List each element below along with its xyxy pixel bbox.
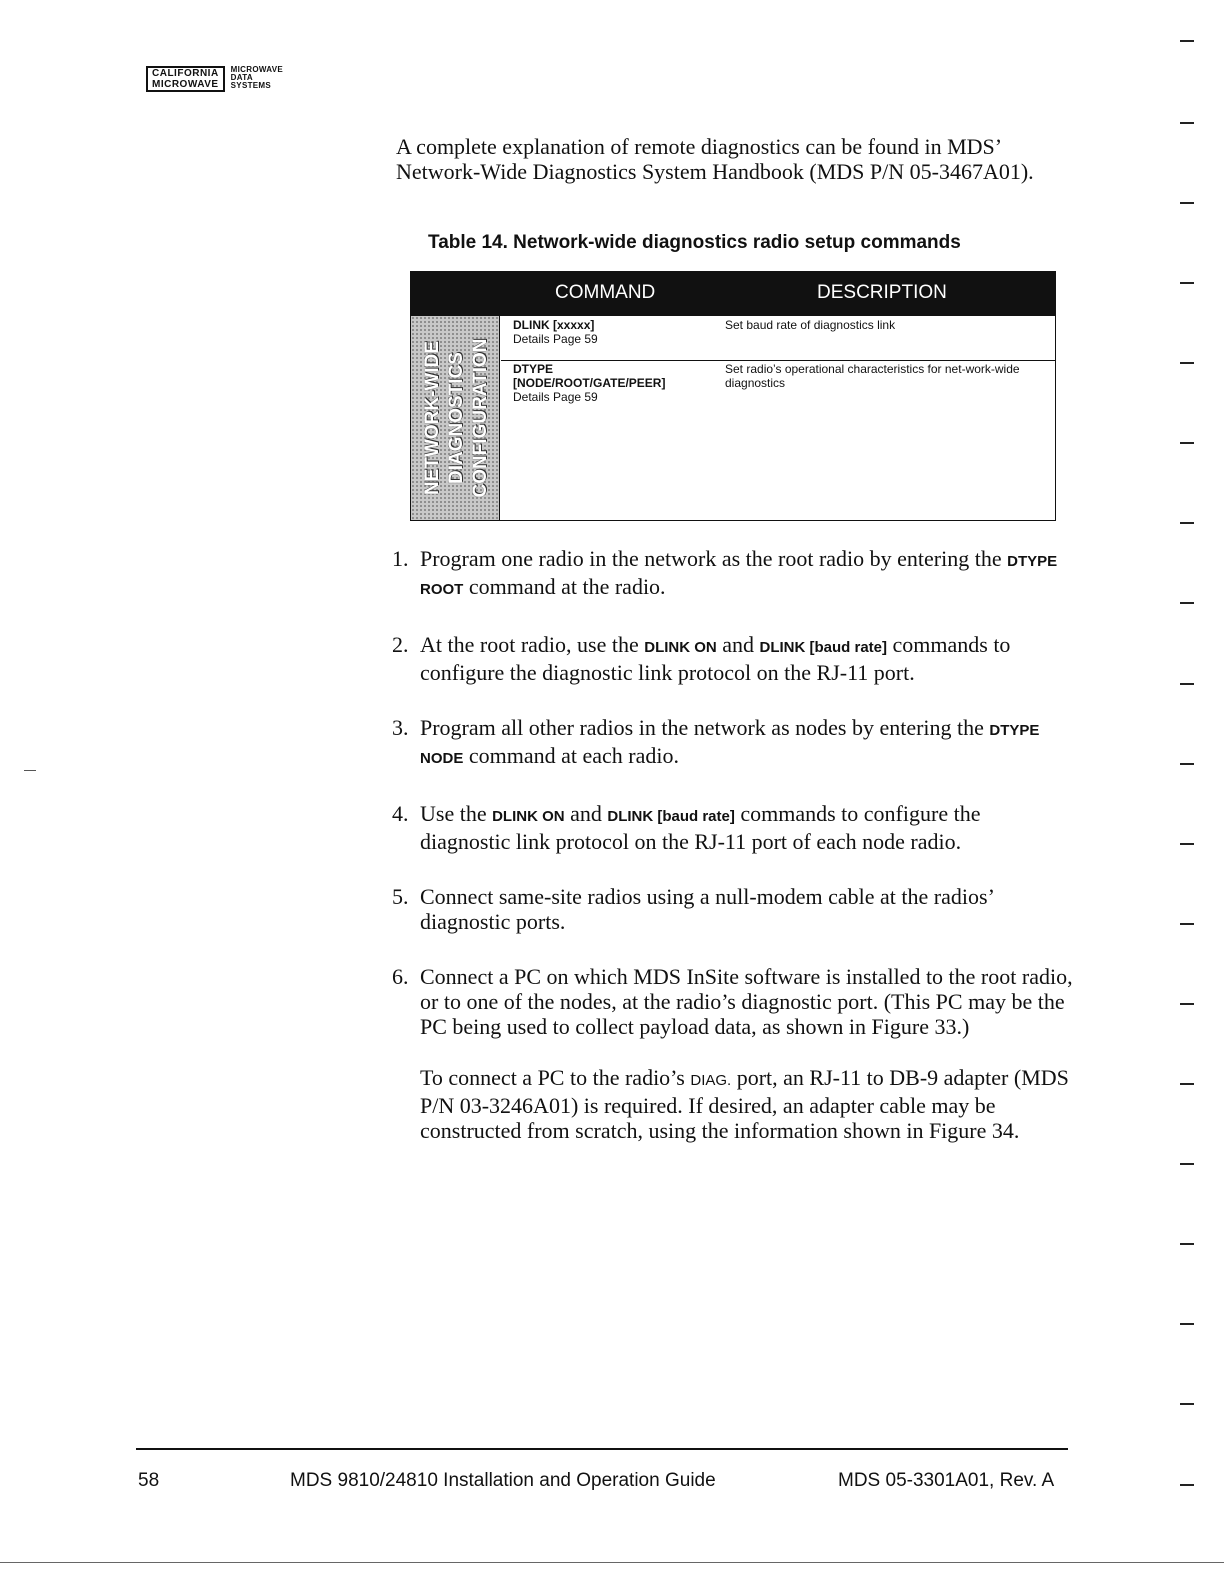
step-text: commands to configure the diagnostic link protocol on the RJ-11 port of each node radio. <box>420 801 981 854</box>
margin-tick <box>1180 442 1194 444</box>
side-tab-line: DIAGNOSTICS <box>446 352 467 484</box>
step-text: Program one radio in the network as the root radio by entering the <box>420 546 1008 571</box>
table-row <box>501 318 1055 361</box>
margin-tick <box>1180 683 1194 685</box>
step-number: 5. <box>392 884 409 909</box>
step-number: 2. <box>392 632 409 657</box>
step-text: Connect a PC on which MDS InSite software is installed to the root radio, or to one of the nodes, at the radio’s diagnostic port. (This PC may be the PC being used to collect payload data, as shown in Figure 33.) <box>420 964 1073 1039</box>
logo-wordmark-line: DATA <box>230 73 253 82</box>
step-text: Program all other radios in the network as nodes by entering the <box>420 715 990 740</box>
command-cell <box>513 318 713 346</box>
step-text: At the root radio, use the <box>420 632 645 657</box>
adapter-note <box>420 1065 1076 1143</box>
note-text: port, an RJ-11 to DB-9 adapter (MDS P/N 03-3246A01) is required. If desired, an adapter cable may be constructed from scratch, using the information shown in Figure 34. <box>420 1065 1069 1143</box>
command-details: Details Page 59 <box>513 332 598 346</box>
list-item <box>392 884 1076 934</box>
margin-tick <box>1180 202 1194 204</box>
margin-tick <box>1180 1083 1194 1085</box>
document-number: MDS 05-3301A01, Rev. A <box>838 1470 1055 1491</box>
command-ref: DLINK ON <box>492 808 565 825</box>
margin-tick <box>1180 1163 1194 1165</box>
margin-tick <box>1180 362 1194 364</box>
step-text: command at each radio. <box>463 743 679 768</box>
logo-box <box>146 66 225 92</box>
command-arguments: [NODE/ROOT/GATE/PEER] <box>513 376 666 390</box>
step-text: Use the <box>420 801 493 826</box>
step-number: 1. <box>392 546 409 571</box>
list-item <box>392 632 1076 685</box>
company-logo <box>146 66 283 92</box>
side-tab-line: CONFIGURATION <box>470 338 491 498</box>
setup-steps <box>392 546 1076 1173</box>
list-item <box>392 546 1076 602</box>
header-description: DESCRIPTION <box>817 282 947 303</box>
command-name: DLINK [xxxxx] <box>513 318 595 332</box>
command-ref: DLINK ON <box>644 639 717 656</box>
command-cell <box>513 362 713 404</box>
page-number: 58 <box>138 1470 160 1491</box>
step-text: command at the radio. <box>463 574 666 599</box>
margin-tick <box>1180 923 1194 925</box>
note-text: To connect a PC to the radio’s <box>420 1065 691 1090</box>
logo-wordmark-line: MICROWAVE <box>230 65 284 74</box>
scan-edge-line <box>0 1562 1224 1563</box>
margin-tick <box>1180 1323 1194 1325</box>
list-item <box>392 964 1076 1143</box>
command-ref: DLINK [baud rate] <box>607 808 735 825</box>
description-cell: Set baud rate of diagnostics link <box>725 318 896 332</box>
margin-mark <box>24 770 36 771</box>
step-number: 3. <box>392 715 409 740</box>
margin-tick <box>1180 40 1194 42</box>
table-caption: Table 14. Network-wide diagnostics radio setup commands <box>428 232 961 253</box>
logo-wordmark <box>231 66 283 90</box>
guide-title: MDS 9810/24810 Installation and Operation Guide <box>290 1470 716 1491</box>
command-ref: DLINK [baud rate] <box>759 639 887 656</box>
margin-tick <box>1180 1403 1194 1405</box>
list-item <box>392 801 1076 854</box>
footer-divider <box>136 1448 1068 1450</box>
margin-tick <box>1180 282 1194 284</box>
command-name: DTYPE <box>513 362 554 376</box>
header-command: COMMAND <box>555 282 656 303</box>
section-side-tab <box>411 316 500 520</box>
step-number: 6. <box>392 964 409 989</box>
description-cell: Set radio’s operational characteristics for net-work-wide diagnostics <box>725 362 1020 390</box>
logo-box-line: CALIFORNIA <box>152 68 219 79</box>
logo-box-line: MICROWAVE <box>152 79 219 90</box>
step-text: commands to configure the diagnostic link protocol on the RJ-11 port. <box>420 632 1011 685</box>
margin-tick <box>1180 1003 1194 1005</box>
logo-wordmark-line: SYSTEMS <box>230 81 272 90</box>
margin-tick <box>1180 602 1194 604</box>
margin-tick <box>1180 843 1194 845</box>
step-text: and <box>716 632 760 657</box>
step-number: 4. <box>392 801 409 826</box>
port-label: DIAG. <box>690 1072 732 1089</box>
list-item <box>392 715 1076 771</box>
commands-table <box>410 271 1056 521</box>
command-details: Details Page 59 <box>513 390 598 404</box>
step-text: Connect same-site radios using a null-modem cable at the radios’ diagnostic ports. <box>420 884 994 934</box>
intro-paragraph: A complete explanation of remote diagnostics can be found in MDS’ Network-Wide Diagnostics System Handbook (MDS P/N 05-3467A01). <box>396 134 1034 184</box>
margin-tick <box>1180 1484 1194 1486</box>
table-header <box>411 272 1055 316</box>
side-tab-line: NETWORK-WIDE <box>422 340 443 496</box>
command-ref: DTYPE ROOT <box>420 553 1058 598</box>
margin-tick <box>1180 122 1194 124</box>
margin-tick <box>1180 763 1194 765</box>
margin-tick <box>1180 522 1194 524</box>
step-text: and <box>564 801 608 826</box>
margin-tick <box>1180 1243 1194 1245</box>
command-ref: DTYPE NODE <box>420 722 1040 767</box>
side-tab-label <box>421 318 493 518</box>
